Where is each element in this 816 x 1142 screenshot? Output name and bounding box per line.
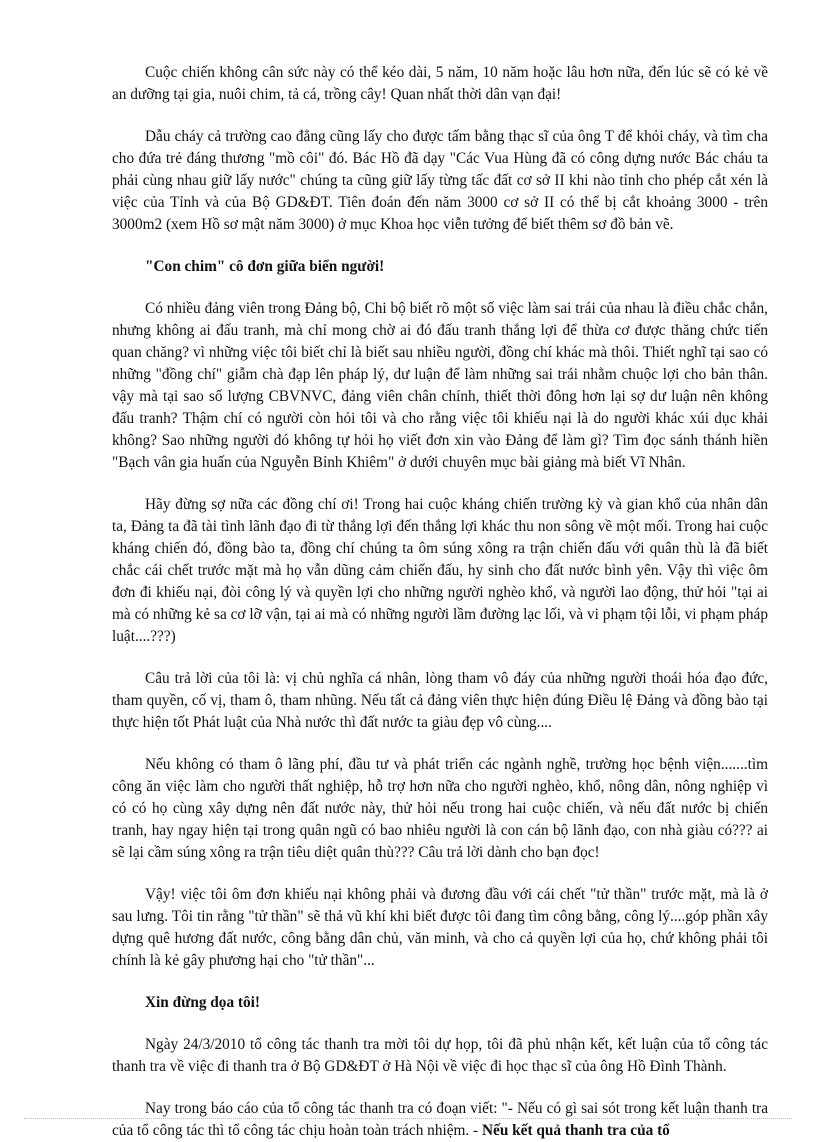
paragraph-2: Dẫu cháy cả trường cao đẳng cũng lấy cho được tấm bằng thạc sĩ của ông T để khỏi cháy, và tìm cha cho đứa trẻ đáng thương "mồ côi" đó. Bác Hồ đã dạy "Các Vua Hùng đã có công dựng nước Bác cháu ta phải cùng nhau giữ lấy nước" chúng ta cũng giữ lấy từng tấc đất cơ sở II khi nào tỉnh cho phép cắt xén là việc của Tỉnh và của Bộ GD&ĐT. Tiên đoán đến năm 3000 cơ sở II có thể bị cắt khoảng 3000 - trên 3000m2 (xem Hồ sơ mật năm 3000) ở mục Khoa học viễn tưởng để biết thêm sơ đồ bản vẽ.	[112, 128, 768, 233]
paragraph-5: Câu trả lời của tôi là: vị chủ nghĩa cá nhân, lòng tham vô đáy của những người thoái hóa đạo đức, tham quyền, cố vị, tham ô, tham nhũng. Nếu tất cả đảng viên thực hiện đúng Điều lệ Đảng và đồng bào tại thực hiện tốt Phát luật của Nhà nước thì đất nước ta giàu đẹp vô cùng....	[112, 670, 768, 731]
paragraph-9-text: Nay trong báo cáo của tổ công tác thanh tra có đoạn viết: "- Nếu có gì sai sót trong kết luận thanh tra của tổ công tác thì tổ công tác chịu hoàn toàn trách nhiệm. -	[112, 1100, 768, 1139]
paragraph-4: Hãy đừng sợ nữa các đồng chí ơi! Trong hai cuộc kháng chiến trường kỳ và gian khổ của nhân dân ta, Đảng ta đã tài tình lãnh đạo đi từ thắng lợi đến thắng lợi khác thu non sông về một mối. Trong hai cuộc kháng chiến đó, đồng bào ta, đồng chí chúng ta ôm súng xông ra trận chiến đấu với quân thù là đã biết chắc cái chết trước mặt mà họ vẫn dũng cảm chiến đấu, hy sinh cho đất nước bình yên. Vậy thì việc ôm đơn đi khiếu nại, đòi công lý và quyền lợi cho những người nghèo khổ, và người lao động, thử hỏi "tại ai mà có những kẻ sa cơ lỡ vận, tại ai mà có những người lầm đường lạc lối, và vi phạm tội lỗi, vi phạm pháp luật....???)	[112, 496, 768, 645]
document-body	[112, 62, 768, 1142]
section-heading-xin-dung-doa: Xin đừng dọa tôi!	[145, 994, 261, 1011]
section-heading-con-chim: "Con chim" cô đơn giữa biển người!	[145, 258, 385, 275]
page-bottom-divider	[24, 1118, 792, 1119]
paragraph-9-bold-tail: Nếu kết quả thanh tra của tổ	[481, 1122, 670, 1139]
paragraph-7: Vậy! việc tôi ôm đơn khiếu nại không phải và đương đầu với cái chết "tử thần" trước mặt, mà là ở sau lưng. Tôi tin rằng "tử thần" sẽ thả vũ khí khi biết được tôi đang tìm công bằng, công lý....góp phần xây dựng quê hương đất nước, công bằng dân chủ, văn minh, và cho cả quyền lợi của họ, chứ không phải tôi chính là kẻ gây phương hại cho "tử thần"...	[112, 886, 768, 969]
paragraph-1: Cuộc chiến không cân sức này có thể kéo dài, 5 năm, 10 năm hoặc lâu hơn nữa, đến lúc sẽ có kẻ về an dưỡng tại gia, nuôi chim, tả cá, trồng cây! Quan nhất thời dân vạn đại!	[112, 64, 768, 103]
paragraph-8: Ngày 24/3/2010 tổ công tác thanh tra mời tôi dự họp, tôi đã phủ nhận kết, kết luận của tổ công tác thanh tra về việc đi thanh tra ở Bộ GD&ĐT ở Hà Nội về việc đi học thạc sĩ của ông Hồ Đình Thành.	[112, 1036, 768, 1075]
paragraph-9	[112, 1098, 768, 1142]
paragraph-3: Có nhiều đảng viên trong Đảng bộ, Chi bộ biết rõ một số việc làm sai trái của nhau là điều chắc chắn, nhưng không ai đấu tranh, mà chỉ mong chờ ai đó đấu tranh thắng lợi để thừa cơ được thăng chức tiến quan chăng? vì những việc tôi biết chỉ là biết sau nhiều người, đồng chí khác mà thôi. Thiết nghĩ tại sao có những "đồng chí" giẫm chà đạp lên pháp lý, dư luận để làm những sai trái nhằm chuộc lợi cho bản thân. vậy mà tại sao số lượng CBVNVC, đảng viên chân chính, thiết thời đông hơn lại sợ dư luận nên không đấu tranh? Thậm chí có người còn hỏi tôi và cho rằng việc tôi khiếu nại là do người khác xúi dục khải không? Sao những người đó không tự hỏi họ viết đơn xin vào Đảng để làm gì? Tìm đọc sánh thánh hiền "Bạch vân gia huấn của Nguyễn Bỉnh Khiêm" ở dưới chuyên mục bài giảng mà biết Vĩ Nhân.	[112, 300, 768, 471]
paragraph-6: Nếu không có tham ô lãng phí, đầu tư và phát triển các ngành nghề, trường học bệnh viện.......tìm công ăn việc làm cho người thất nghiệp, hỗ trợ hơn nữa cho người nghèo, khổ, nông dân, nông nghiệp vì có có họ cùng xây dựng nên đất nước này, thử hỏi nếu trong hai cuộc chiến, và nếu đất nước bị chiến tranh, hay ngay hiện tại trong quân ngũ có bao nhiêu người là con cán bộ lãnh đạo, con nhà giàu có??? ai sẽ lại cầm súng xông ra trận tiêu diệt quân thù??? Câu trả lời dành cho bạn đọc!	[112, 756, 768, 861]
